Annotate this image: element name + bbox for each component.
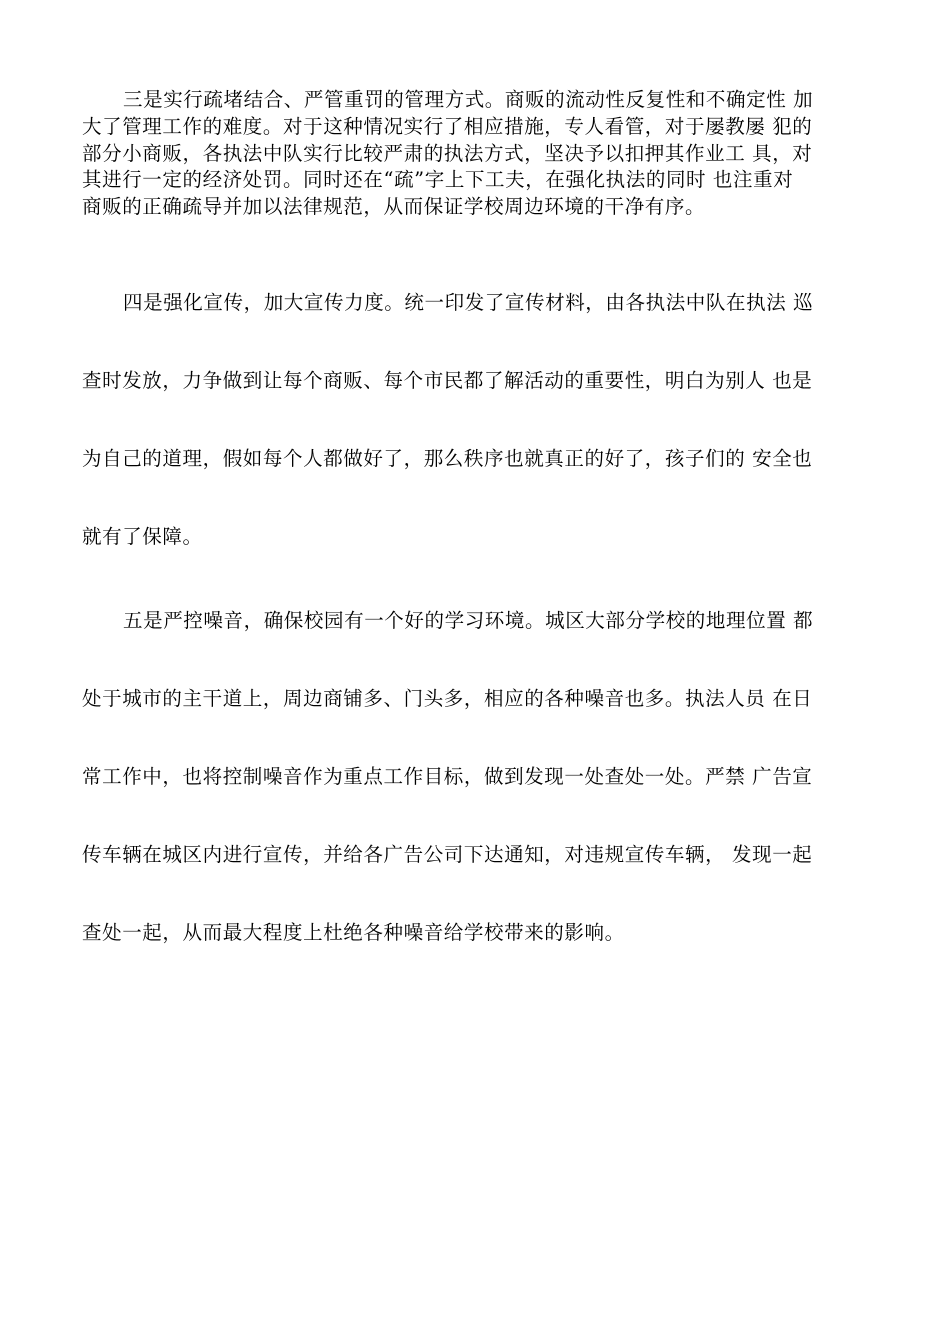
text-line: 五是严控噪音，确保校园有一个好的学习环境。城区大部分学校的地理位置 都 bbox=[123, 609, 814, 632]
text-line: 为自己的道理，假如每个人都做好了，那么秩序也就真正的好了，孩子们的 安全也 bbox=[82, 447, 813, 470]
text-line: 常工作中，也将控制噪音作为重点工作目标，做到发现一处查处一处。严禁 广告宣 bbox=[82, 765, 813, 788]
text-line: 传车辆在城区内进行宣传，并给各广告公司下达通知，对违规宣传车辆， 发现一起 bbox=[82, 843, 813, 866]
text-line: 四是强化宣传，加大宣传力度。统一印发了宣传材料，由各执法中队在执法 巡 bbox=[123, 291, 814, 314]
paragraph-management-approach bbox=[82, 87, 813, 221]
text-line: 大了管理工作的难度。对于这种情况实行了相应措施，专人看管，对于屡教屡 犯的 bbox=[82, 114, 813, 138]
text-line: 其进行一定的经济处罚。同时还在“疏”字上下工夫，在强化执法的同时 也注重对 bbox=[82, 168, 794, 192]
text-line: 商贩的正确疏导并加以法律规范，从而保证学校周边环境的干净有序。 bbox=[82, 195, 706, 219]
paragraph-publicity bbox=[82, 264, 813, 576]
paragraph-noise-control bbox=[82, 582, 813, 972]
text-line: 查时发放，力争做到让每个商贩、每个市民都了解活动的重要性，明白为别人 也是 bbox=[82, 369, 813, 392]
text-line: 查处一起，从而最大程度上杜绝各种噪音给学校带来的影响。 bbox=[82, 921, 625, 944]
text-line: 就有了保障。 bbox=[82, 525, 203, 548]
text-line: 部分小商贩，各执法中队实行比较严肃的执法方式，坚决予以扣押其作业工 具，对 bbox=[82, 141, 813, 165]
text-line: 三是实行疏堵结合、严管重罚的管理方式。商贩的流动性反复性和不确定性 加 bbox=[123, 88, 814, 111]
text-line: 处于城市的主干道上，周边商铺多、门头多，相应的各种噪音也多。执法人员 在日 bbox=[82, 687, 813, 710]
